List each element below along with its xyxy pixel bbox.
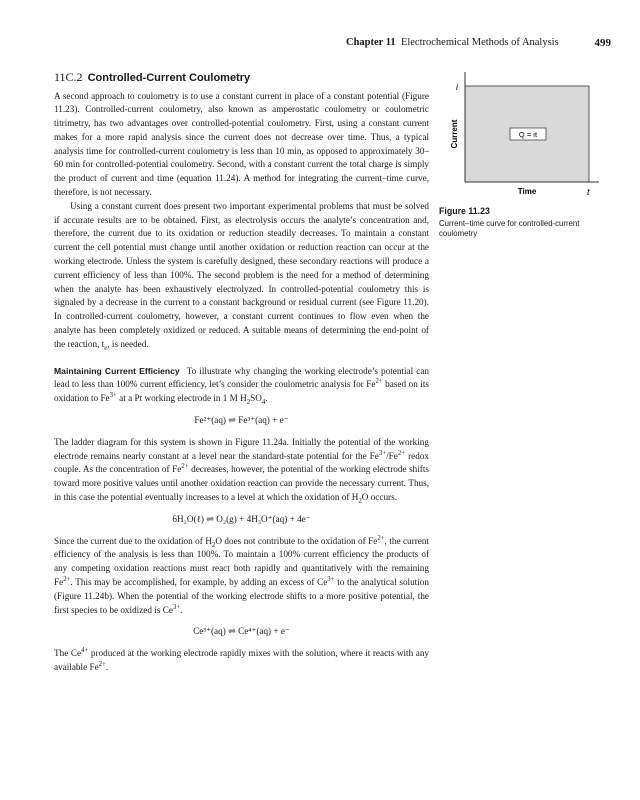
page-number: 499 bbox=[594, 37, 611, 49]
equation-1: Fe²⁺(aq) ⇌ Fe³⁺(aq) + e⁻ bbox=[194, 415, 289, 426]
x-axis-label: Time bbox=[517, 187, 537, 196]
current-time-plot bbox=[439, 62, 609, 202]
running-head bbox=[346, 37, 611, 48]
paragraph-6: The $Ce^{4+}$ produced at the working electrode rapidly mixes with the solution, where it reacts with any available $Fe^{2+}$. bbox=[54, 647, 430, 672]
y-tick-i: i bbox=[456, 82, 458, 92]
figure-caption: Current–time curve for controlled-current coulometry bbox=[439, 219, 580, 239]
paragraph-1: A second approach to coulometry is to use a constant current in place of a constant potential (Figure 11.23). Controlled-current coulometry, also known as amperostatic coulometry or coulometric titrimetry, has two advantages over controlled-potential coulometry. First, using a constant current makes for a more rapid analysis since the current does not decrease over time. Thus, a typical analysis time for controlled-current coulometry is less than 10 min, as opposed to approximately 30–60 min for controlled-potential coulometry. Second, with a constant current the total charge is simply the product of current and time (equation 11.24). A method for integrating the current–time curve, therefore, is not necessary. bbox=[54, 90, 429, 198]
chapter-title: Electrochemical Methods of Analysis bbox=[400, 37, 559, 48]
x-tick-t: t bbox=[587, 187, 590, 197]
section-number: 11C.2 bbox=[54, 70, 83, 84]
y-axis-label: Current bbox=[450, 119, 459, 149]
runin-heading: Maintaining Current Efficiency bbox=[54, 365, 180, 376]
q-label: Q = it bbox=[518, 130, 538, 139]
chapter-number: Chapter 11 bbox=[346, 37, 396, 48]
paragraph-3: Maintaining Current Efficiency To illustrate why changing the working electrode’s potential can lead to less than 100% current efficiency, let’s consider the coulometric analysis for $Fe^{2+}$ based on its oxidation to $Fe^{3+}$ at a Pt working electrode in 1 M $H_2SO_4$. bbox=[54, 365, 429, 407]
equation-3: Ce³⁺(aq) ⇌ Ce⁴⁺(aq) + e⁻ bbox=[193, 626, 290, 637]
section-title: Controlled-Current Coulometry bbox=[87, 72, 251, 84]
figure-label: Figure 11.23 bbox=[439, 206, 490, 216]
paragraph-5: Since the current due to the oxidation of $H_2O$ does not contribute to the oxidation of $Fe^{2+}$, the current efficiency of the analysis is less than 100%. To maintain a 100% current efficiency the products of any competing oxidation reactions must react both rapidly and quantitatively with the remaining $Fe^{2+}$. This may be accomplished, for example, by adding an excess of $Ce^{3+}$ to the analytical solution (Figure 11.24b). When the potential of the working electrode shifts to a more positive potential, the first species to be oxidized is $Ce^{3+}$. bbox=[54, 534, 429, 615]
equation-2: 6H₂O(ℓ) ⇌ O₂(g) + 4H₃O⁺(aq) + 4e⁻ bbox=[172, 513, 311, 524]
section-heading bbox=[54, 68, 429, 87]
paragraph-2: Using a constant current does present two important experimental problems that must be solved if accurate results are to be obtained. First, as electrolysis occurs the analyte’s concentration and, therefore, the current due to its oxidation or reduction steadily decreases. To maintain a constant current the cell potential must change until another oxidation or reduction reaction can occur at the working electrode. Unless the system is carefully designed, these secondary reactions will produce a current efficiency of less than 100%. The second problem is the need for a method of determining when the analyte has been exhaustively electrolyzed. In controlled-potential coulometry this is signaled by a decrease in the current to a constant background or residual current (see Figure 11.20). In controlled-current coulometry, however, a constant current continues to flow even when the analyte has been completely oxidized or reduced. A suitable means of determining the end-point of the reaction, $t_e$, is needed. bbox=[54, 200, 429, 352]
paragraph-4: The ladder diagram for this system is shown in Figure 11.24a. Initially the potential of the working electrode remains nearly constant at a level near the standard-state potential for the $Fe^{3+}/Fe^{2+}$ redox couple. As the concentration of $Fe^{2+}$ decreases, however, the potential of the working electrode shifts toward more positive values until another oxidation reaction can provide the necessary current. Thus, in this case the potential eventually increases to a level at which the oxidation of $H_2O$ occurs. bbox=[54, 436, 429, 505]
main-column bbox=[54, 68, 429, 675]
